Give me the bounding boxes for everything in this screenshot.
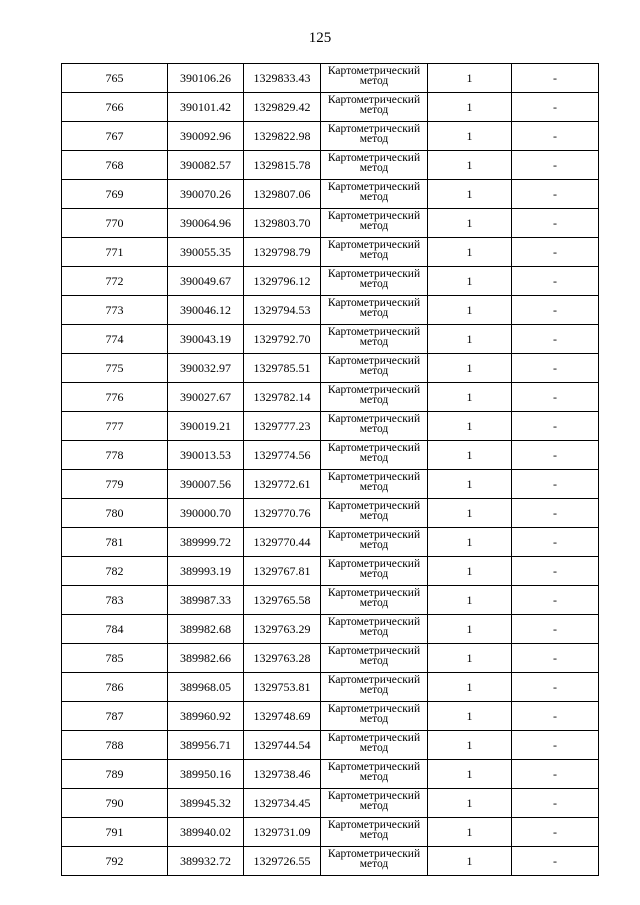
x-coordinate-cell: 389999.72: [168, 528, 244, 557]
table-row: [62, 383, 599, 412]
method-cell: [321, 760, 428, 789]
x-coordinate-cell: 389945.32: [168, 789, 244, 818]
table-row: [62, 412, 599, 441]
note-cell: -: [512, 731, 599, 760]
method-line1: Картометрический: [327, 297, 421, 309]
method-cell: [321, 586, 428, 615]
y-coordinate-cell: 1329772.61: [244, 470, 321, 499]
point-number-cell: 765: [62, 64, 168, 93]
point-number-cell: 773: [62, 296, 168, 325]
note-cell: -: [512, 702, 599, 731]
table-row: [62, 64, 599, 93]
y-coordinate-cell: 1329796.12: [244, 267, 321, 296]
table-row: [62, 586, 599, 615]
method-cell: [321, 412, 428, 441]
method-line2: метод: [359, 771, 389, 783]
table-row: [62, 93, 599, 122]
y-coordinate-cell: 1329731.09: [244, 818, 321, 847]
method-line2: метод: [359, 481, 389, 493]
x-coordinate-cell: 389940.02: [168, 818, 244, 847]
x-coordinate-cell: 390106.26: [168, 64, 244, 93]
note-cell: -: [512, 673, 599, 702]
point-number-cell: 779: [62, 470, 168, 499]
method-line1: Картометрический: [327, 587, 421, 599]
count-cell: 1: [428, 296, 512, 325]
method-cell: [321, 209, 428, 238]
method-cell: [321, 731, 428, 760]
method-cell: [321, 499, 428, 528]
point-number-cell: 782: [62, 557, 168, 586]
method-line2: метод: [359, 713, 389, 725]
method-line1: Картометрический: [327, 703, 421, 715]
method-line1: Картометрический: [327, 326, 421, 338]
method-cell: [321, 151, 428, 180]
table-row: [62, 209, 599, 238]
x-coordinate-cell: 390007.56: [168, 470, 244, 499]
note-cell: -: [512, 760, 599, 789]
method-cell: [321, 818, 428, 847]
y-coordinate-cell: 1329738.46: [244, 760, 321, 789]
x-coordinate-cell: 390046.12: [168, 296, 244, 325]
note-cell: -: [512, 267, 599, 296]
count-cell: 1: [428, 702, 512, 731]
y-coordinate-cell: 1329763.29: [244, 615, 321, 644]
table-row: [62, 499, 599, 528]
method-line2: метод: [359, 278, 389, 290]
note-cell: -: [512, 383, 599, 412]
method-line2: метод: [359, 829, 389, 841]
method-line2: метод: [359, 307, 389, 319]
method-line1: Картометрический: [327, 123, 421, 135]
table-row: [62, 267, 599, 296]
method-cell: [321, 354, 428, 383]
method-line1: Картометрический: [327, 761, 421, 773]
note-cell: -: [512, 615, 599, 644]
method-line1: Картометрический: [327, 94, 421, 106]
x-coordinate-cell: 390049.67: [168, 267, 244, 296]
method-cell: [321, 267, 428, 296]
point-number-cell: 785: [62, 644, 168, 673]
count-cell: 1: [428, 760, 512, 789]
method-cell: [321, 673, 428, 702]
method-line2: метод: [359, 191, 389, 203]
method-cell: [321, 847, 428, 876]
note-cell: -: [512, 847, 599, 876]
count-cell: 1: [428, 789, 512, 818]
method-line2: метод: [359, 394, 389, 406]
note-cell: -: [512, 238, 599, 267]
count-cell: 1: [428, 586, 512, 615]
method-line1: Картометрический: [327, 500, 421, 512]
table-row: [62, 441, 599, 470]
method-line1: Картометрический: [327, 790, 421, 802]
coordinates-table: [61, 63, 599, 876]
x-coordinate-cell: 389982.66: [168, 644, 244, 673]
x-coordinate-cell: 390064.96: [168, 209, 244, 238]
note-cell: -: [512, 209, 599, 238]
method-cell: [321, 122, 428, 151]
y-coordinate-cell: 1329726.55: [244, 847, 321, 876]
count-cell: 1: [428, 557, 512, 586]
count-cell: 1: [428, 180, 512, 209]
point-number-cell: 776: [62, 383, 168, 412]
page-number: 125: [308, 30, 332, 46]
x-coordinate-cell: 389968.05: [168, 673, 244, 702]
method-line1: Картометрический: [327, 442, 421, 454]
point-number-cell: 775: [62, 354, 168, 383]
note-cell: -: [512, 296, 599, 325]
method-line2: метод: [359, 220, 389, 232]
count-cell: 1: [428, 238, 512, 267]
table-row: [62, 731, 599, 760]
count-cell: 1: [428, 615, 512, 644]
y-coordinate-cell: 1329833.43: [244, 64, 321, 93]
x-coordinate-cell: 389982.68: [168, 615, 244, 644]
table-row: [62, 528, 599, 557]
y-coordinate-cell: 1329798.79: [244, 238, 321, 267]
table-row: [62, 325, 599, 354]
table-row: [62, 847, 599, 876]
method-line1: Картометрический: [327, 413, 421, 425]
method-line1: Картометрический: [327, 65, 421, 77]
count-cell: 1: [428, 383, 512, 412]
method-line2: метод: [359, 133, 389, 145]
count-cell: 1: [428, 325, 512, 354]
note-cell: -: [512, 325, 599, 354]
y-coordinate-cell: 1329803.70: [244, 209, 321, 238]
x-coordinate-cell: 389993.19: [168, 557, 244, 586]
method-line1: Картометрический: [327, 645, 421, 657]
count-cell: 1: [428, 93, 512, 122]
table-row: [62, 180, 599, 209]
y-coordinate-cell: 1329770.76: [244, 499, 321, 528]
note-cell: -: [512, 151, 599, 180]
table-row: [62, 470, 599, 499]
method-line2: метод: [359, 568, 389, 580]
method-cell: [321, 296, 428, 325]
method-line2: метод: [359, 597, 389, 609]
method-line2: метод: [359, 539, 389, 551]
point-number-cell: 777: [62, 412, 168, 441]
y-coordinate-cell: 1329744.54: [244, 731, 321, 760]
y-coordinate-cell: 1329774.56: [244, 441, 321, 470]
point-number-cell: 790: [62, 789, 168, 818]
point-number-cell: 778: [62, 441, 168, 470]
y-coordinate-cell: 1329753.81: [244, 673, 321, 702]
count-cell: 1: [428, 499, 512, 528]
point-number-cell: 774: [62, 325, 168, 354]
method-cell: [321, 325, 428, 354]
x-coordinate-cell: 390032.97: [168, 354, 244, 383]
x-coordinate-cell: 390101.42: [168, 93, 244, 122]
note-cell: -: [512, 441, 599, 470]
method-line2: метод: [359, 742, 389, 754]
table-row: [62, 557, 599, 586]
point-number-cell: 791: [62, 818, 168, 847]
point-number-cell: 767: [62, 122, 168, 151]
count-cell: 1: [428, 151, 512, 180]
x-coordinate-cell: 390070.26: [168, 180, 244, 209]
method-line1: Картометрический: [327, 181, 421, 193]
count-cell: 1: [428, 644, 512, 673]
x-coordinate-cell: 390013.53: [168, 441, 244, 470]
x-coordinate-cell: 389932.72: [168, 847, 244, 876]
point-number-cell: 766: [62, 93, 168, 122]
method-cell: [321, 383, 428, 412]
count-cell: 1: [428, 818, 512, 847]
y-coordinate-cell: 1329815.78: [244, 151, 321, 180]
table-row: [62, 151, 599, 180]
method-line2: метод: [359, 626, 389, 638]
table-row: [62, 354, 599, 383]
note-cell: -: [512, 180, 599, 209]
y-coordinate-cell: 1329829.42: [244, 93, 321, 122]
method-line2: метод: [359, 336, 389, 348]
method-cell: [321, 644, 428, 673]
table-row: [62, 615, 599, 644]
note-cell: -: [512, 412, 599, 441]
method-line2: метод: [359, 800, 389, 812]
x-coordinate-cell: 389956.71: [168, 731, 244, 760]
count-cell: 1: [428, 267, 512, 296]
point-number-cell: 787: [62, 702, 168, 731]
point-number-cell: 781: [62, 528, 168, 557]
note-cell: -: [512, 499, 599, 528]
x-coordinate-cell: 390082.57: [168, 151, 244, 180]
method-line2: метод: [359, 75, 389, 87]
method-line2: метод: [359, 452, 389, 464]
y-coordinate-cell: 1329782.14: [244, 383, 321, 412]
y-coordinate-cell: 1329822.98: [244, 122, 321, 151]
point-number-cell: 771: [62, 238, 168, 267]
point-number-cell: 786: [62, 673, 168, 702]
x-coordinate-cell: 390027.67: [168, 383, 244, 412]
y-coordinate-cell: 1329777.23: [244, 412, 321, 441]
count-cell: 1: [428, 64, 512, 93]
note-cell: -: [512, 644, 599, 673]
method-cell: [321, 702, 428, 731]
method-line2: метод: [359, 858, 389, 870]
point-number-cell: 780: [62, 499, 168, 528]
method-line2: метод: [359, 104, 389, 116]
x-coordinate-cell: 390000.70: [168, 499, 244, 528]
y-coordinate-cell: 1329794.53: [244, 296, 321, 325]
method-line1: Картометрический: [327, 384, 421, 396]
method-line1: Картометрический: [327, 616, 421, 628]
y-coordinate-cell: 1329734.45: [244, 789, 321, 818]
count-cell: 1: [428, 528, 512, 557]
point-number-cell: 789: [62, 760, 168, 789]
x-coordinate-cell: 389987.33: [168, 586, 244, 615]
y-coordinate-cell: 1329770.44: [244, 528, 321, 557]
method-line1: Картометрический: [327, 848, 421, 860]
method-line1: Картометрический: [327, 239, 421, 251]
method-line2: метод: [359, 510, 389, 522]
y-coordinate-cell: 1329792.70: [244, 325, 321, 354]
y-coordinate-cell: 1329785.51: [244, 354, 321, 383]
count-cell: 1: [428, 470, 512, 499]
table-row: [62, 673, 599, 702]
y-coordinate-cell: 1329763.28: [244, 644, 321, 673]
x-coordinate-cell: 390092.96: [168, 122, 244, 151]
method-cell: [321, 180, 428, 209]
method-line2: метод: [359, 423, 389, 435]
note-cell: -: [512, 818, 599, 847]
point-number-cell: 769: [62, 180, 168, 209]
method-line2: метод: [359, 162, 389, 174]
x-coordinate-cell: 389960.92: [168, 702, 244, 731]
method-cell: [321, 470, 428, 499]
x-coordinate-cell: 390019.21: [168, 412, 244, 441]
method-cell: [321, 93, 428, 122]
point-number-cell: 784: [62, 615, 168, 644]
table-row: [62, 122, 599, 151]
note-cell: -: [512, 470, 599, 499]
method-line2: метод: [359, 684, 389, 696]
point-number-cell: 772: [62, 267, 168, 296]
note-cell: -: [512, 528, 599, 557]
count-cell: 1: [428, 122, 512, 151]
table-row: [62, 789, 599, 818]
y-coordinate-cell: 1329748.69: [244, 702, 321, 731]
count-cell: 1: [428, 441, 512, 470]
note-cell: -: [512, 586, 599, 615]
count-cell: 1: [428, 412, 512, 441]
x-coordinate-cell: 390043.19: [168, 325, 244, 354]
count-cell: 1: [428, 354, 512, 383]
point-number-cell: 788: [62, 731, 168, 760]
count-cell: 1: [428, 673, 512, 702]
note-cell: -: [512, 93, 599, 122]
method-line1: Картометрический: [327, 210, 421, 222]
method-cell: [321, 238, 428, 267]
point-number-cell: 792: [62, 847, 168, 876]
method-cell: [321, 789, 428, 818]
table-row: [62, 760, 599, 789]
table-row: [62, 644, 599, 673]
method-line1: Картометрический: [327, 819, 421, 831]
method-line1: Картометрический: [327, 268, 421, 280]
point-number-cell: 783: [62, 586, 168, 615]
method-line1: Картометрический: [327, 732, 421, 744]
method-cell: [321, 615, 428, 644]
method-line1: Картометрический: [327, 355, 421, 367]
method-line1: Картометрический: [327, 152, 421, 164]
method-line2: метод: [359, 655, 389, 667]
table-row: [62, 818, 599, 847]
table-row: [62, 238, 599, 267]
method-cell: [321, 557, 428, 586]
method-line1: Картометрический: [327, 471, 421, 483]
method-line1: Картометрический: [327, 558, 421, 570]
point-number-cell: 768: [62, 151, 168, 180]
count-cell: 1: [428, 731, 512, 760]
note-cell: -: [512, 557, 599, 586]
count-cell: 1: [428, 209, 512, 238]
x-coordinate-cell: 390055.35: [168, 238, 244, 267]
note-cell: -: [512, 64, 599, 93]
note-cell: -: [512, 122, 599, 151]
count-cell: 1: [428, 847, 512, 876]
method-line2: метод: [359, 365, 389, 377]
method-cell: [321, 528, 428, 557]
method-line1: Картометрический: [327, 674, 421, 686]
method-cell: [321, 64, 428, 93]
y-coordinate-cell: 1329767.81: [244, 557, 321, 586]
y-coordinate-cell: 1329765.58: [244, 586, 321, 615]
table-row: [62, 702, 599, 731]
table-row: [62, 296, 599, 325]
note-cell: -: [512, 354, 599, 383]
coordinates-table-body: [62, 64, 599, 876]
note-cell: -: [512, 789, 599, 818]
method-line1: Картометрический: [327, 529, 421, 541]
method-cell: [321, 441, 428, 470]
method-line2: метод: [359, 249, 389, 261]
y-coordinate-cell: 1329807.06: [244, 180, 321, 209]
point-number-cell: 770: [62, 209, 168, 238]
x-coordinate-cell: 389950.16: [168, 760, 244, 789]
